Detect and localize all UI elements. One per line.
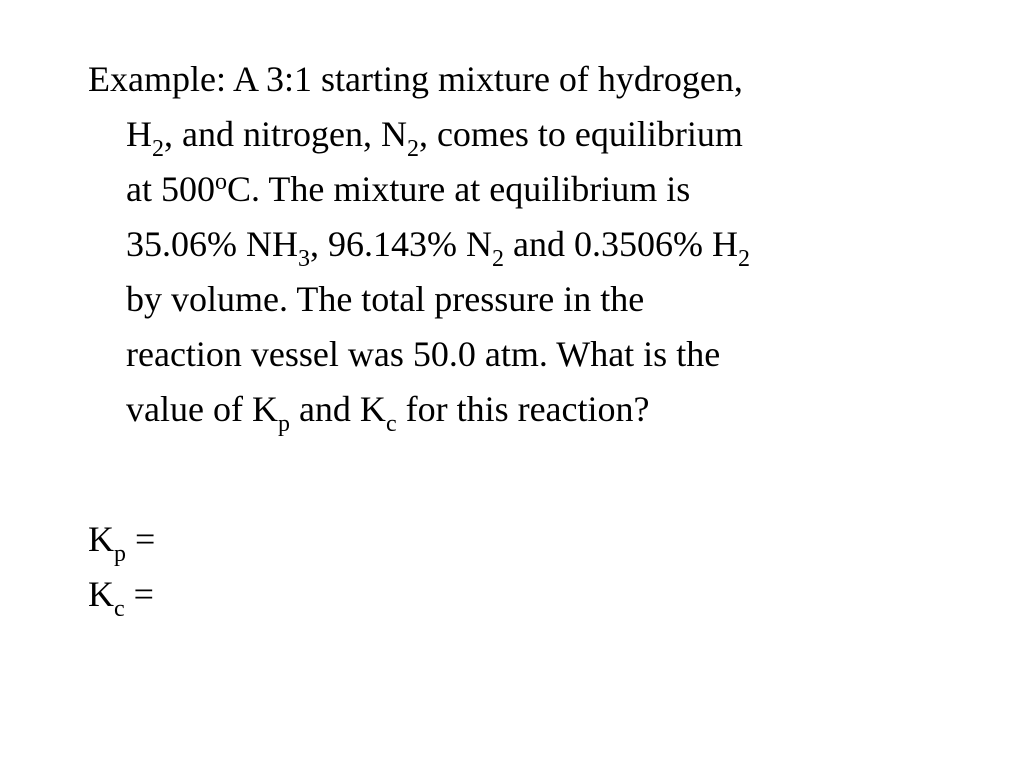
- problem-line-2: [88, 107, 948, 162]
- problem-line-7: [88, 382, 948, 437]
- subscript: c: [385, 411, 397, 437]
- kp-answer-line: [88, 512, 155, 567]
- problem-statement: [88, 52, 948, 437]
- text-run: and K: [289, 389, 386, 429]
- problem-line-3: [88, 162, 948, 217]
- equals-sign: =: [124, 574, 154, 614]
- subscript: 2: [737, 246, 750, 272]
- subscript: 3: [297, 246, 310, 272]
- text-run: , comes to equilibrium: [418, 114, 743, 154]
- kc-answer-line: [88, 567, 155, 622]
- text-run: reaction vessel was 50.0 atm. What is the: [126, 334, 721, 374]
- text-run: value of K: [126, 389, 278, 429]
- text-run: H: [126, 114, 152, 154]
- text-run: Example: A 3:1 starting mixture of hydrogen,: [88, 59, 743, 99]
- text-run: , and nitrogen, N: [164, 114, 407, 154]
- text-run: 35.06% NH: [126, 224, 298, 264]
- text-run: for this reaction?: [396, 389, 650, 429]
- problem-line-5: [88, 272, 948, 327]
- subscript: p: [277, 411, 290, 437]
- text-run: , 96.143% N: [309, 224, 492, 264]
- kc-symbol: K: [88, 574, 114, 614]
- answer-block: [88, 512, 155, 622]
- subscript: p: [114, 541, 126, 567]
- problem-line-6: [88, 327, 948, 382]
- problem-line-4: [88, 217, 948, 272]
- subscript: 2: [491, 246, 504, 272]
- problem-line-1: [88, 52, 948, 107]
- text-run: at 500: [126, 169, 215, 209]
- text-run: C. The mixture at equilibrium is: [226, 169, 691, 209]
- text-run: by volume. The total pressure in the: [126, 279, 645, 319]
- subscript: 2: [406, 136, 419, 162]
- text-run: and 0.3506% H: [503, 224, 738, 264]
- subscript: 2: [152, 136, 164, 162]
- subscript: c: [114, 596, 125, 622]
- superscript: o: [214, 169, 227, 195]
- equals-sign: =: [126, 519, 156, 559]
- kp-symbol: K: [88, 519, 114, 559]
